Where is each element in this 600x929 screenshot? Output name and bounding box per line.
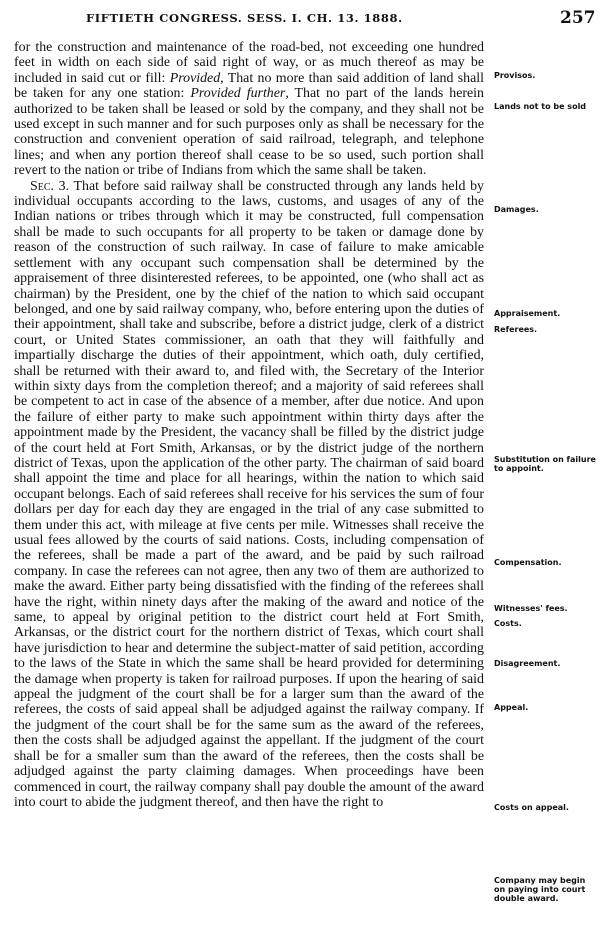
main-text-column: [14, 40, 484, 810]
margin-note-appraisement: Appraisement.: [494, 309, 561, 318]
margin-note-damages: Damages.: [494, 205, 539, 214]
margin-note-compensation: Compensation.: [494, 558, 562, 567]
text-run: , That no more than said addition of land shall be taken for any one station:: [14, 70, 484, 102]
paragraph-continuation: [14, 40, 484, 179]
margin-note-costs-on-appeal: Costs on appeal.: [494, 803, 569, 812]
text-run: for the construction and maintenance of the road-bed, not exceeding one hundred feet in width on each side of said right of way, or as much thereof as may be included in said cut or fill:: [14, 40, 484, 86]
margin-note-provisos: Provisos.: [494, 71, 536, 80]
page-header: [0, 8, 600, 30]
margin-note-referees: Referees.: [494, 325, 538, 334]
section-label: Sec. 3.: [30, 178, 70, 194]
italic-proviso: Provided: [169, 70, 221, 86]
margin-note-witnesses-fees: Witnesses' fees.: [494, 604, 568, 613]
margin-note-lands-not-sold: Lands not to be sold: [494, 102, 587, 111]
margin-note-appeal: Appeal.: [494, 703, 529, 712]
margin-note-substitution: Substitution on failure to appoint.: [494, 455, 596, 473]
italic-proviso-further: Provided further: [190, 86, 286, 102]
margin-note-costs: Costs.: [494, 619, 522, 628]
margin-note-company-may-begin: Company may begin on paying into court double award.: [494, 876, 586, 903]
text-run: , That no part of the lands herein authorized to be taken shall be leased or sold by the company, and they shall not be used except in such manner and for such purposes only as shall be necessary for the construction and convenient operation of said railroad, telegraph, and telephone lines; and when any portion thereof shall cease to be so used, such portion shall revert to the nation or tribe of Indians from which the same shall be taken.: [14, 86, 484, 179]
margin-note-disagreement: Disagreement.: [494, 659, 561, 668]
page-number: 257: [560, 8, 596, 28]
section-3-paragraph: [14, 179, 484, 811]
section-3-text: That before said railway shall be constructed through any lands held by individual occupants according to the laws, customs, and usages of any of the Indian nations or tribes through which it may be constructed, full compensation shall be made to such occupants for all property to be taken or damage done by reason of the construction of such railway. In case of failure to make amicable settlement with any occupant such compensation shall be determined by the appraisement of three disinterested referees, to be appointed, one (who shall act as chairman) by the President, one by the chief of the nation to which said occupant belonged, and one by said railway company, who, before entering upon the duties of their appointment, shall take and subscribe, before a district judge, clerk of a district court, or United States commissioner, an oath that they will faithfully and impartially discharge the duties of their appointment, which oath, duly certified, shall be returned with their award to, and filed with, the Secretary of the Interior within sixty days from the completion thereof; and a majority of said referees shall be competent to act in case of the absence of a member, after due notice. And upon the failure of either party to make such appointment within thirty days after the appointment made by the President, the vacancy shall be filled by the district judge of the court held at Fort Smith, Arkansas, or by the district judge of the northern district of Texas, upon the application of the other party. The chairman of said board shall appoint the time and place for all hearings, within the nation to which said occupant belongs. Each of said referees shall receive for his services the sum of four dollars per day for each day they are engaged in the trial of any case submitted to them under this act, with mileage at five cents per mile. Witnesses shall receive the usual fees allowed by the courts of said nations. Costs, including compensation of the referees, shall be made a part of the award, and be paid by such railroad company. In case the referees can not agree, then any two of them are authorized to make the award. Either party being dissatisfied with the finding of the referees shall have the right, within ninety days after the making of the award and notice of the same, to appeal by original petition to the district court held at Fort Smith, Arkansas, or the district court for the northern district of Texas, which court shall have jurisdiction to hear and determine the subject-matter of said petition, according to the laws of the State in which the same shall be heard provided for determining the damage when property is taken for railroad purposes. If upon the hearing of said appeal the judgment of the court shall be for a larger sum than the award of the referees, the costs of said appeal shall be adjudged against the railway company. If the judgment of the court shall be for the same sum as the award of the referees, then the costs shall be adjudged against the appellant. If the judgment of the court shall be for a smaller sum than the award of the referees, then the costs shall be adjudged against the party claiming damages. When proceedings have been commenced in court, the railway company shall pay double the amount of the award into court to abide the judgment thereof, and then have the right to: [14, 178, 484, 810]
running-head: FIFTIETH CONGRESS. SESS. I. CH. 13. 1888.: [86, 11, 403, 25]
